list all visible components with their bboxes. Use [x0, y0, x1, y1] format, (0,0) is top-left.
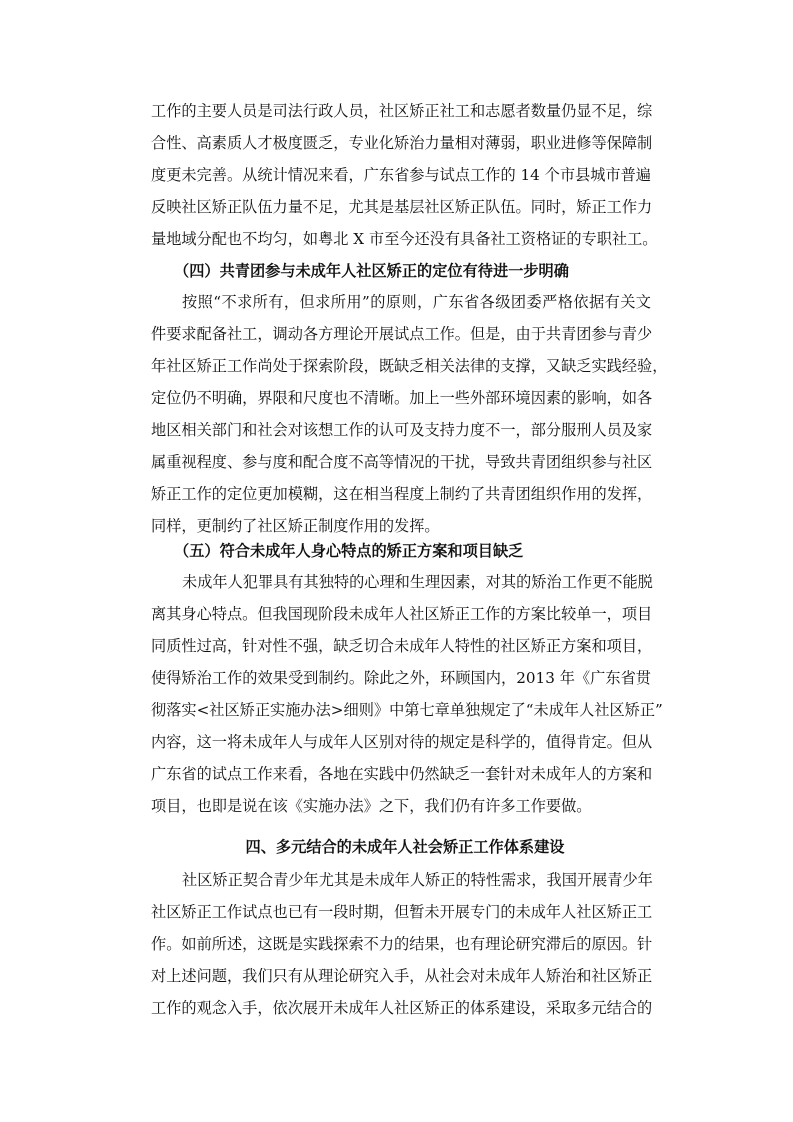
text-line: 按照“不求所有，但求所用”的原则，广东省各级团委严格依据有关文 [182, 293, 651, 311]
subsection-heading-5 [151, 535, 651, 567]
paragraph-youth-league [151, 286, 668, 542]
text-line: 同质性过高，针对性不强，缺乏切合未成年人特性的社区矫正方案和项目， [151, 637, 653, 655]
text-line: 广东省的试点工作来看，各地在实践中仍然缺乏一套针对未成年人的方案和 [151, 765, 653, 783]
text-line: 内容，这一将未成年人与成年人区别对待的规定是科学的，值得肯定。但从 [151, 733, 653, 751]
text-line: 对上述问题，我们只有从理论研究入手，从社会对未成年人矫治和社区矫正 [151, 967, 653, 985]
text-line: 使得矫治工作的效果受到制约。除此之外，环顾国内，2013 年《广东省贯 [151, 669, 651, 687]
section-title-text: 四、多元结合的未成年人社会矫正工作体系建设 [245, 838, 565, 856]
text-line: 年社区矫正工作尚处于探索阶段，既缺乏相关法律的支撑，又缺乏实践经验， [151, 357, 668, 375]
text-line: 地区相关部门和社会对该想工作的认可及支持力度不一，部分服刑人员及家 [151, 421, 653, 439]
text-line: 工作的主要人员是司法行政人员，社区矫正社工和志愿者数量仍显不足，综 [151, 102, 653, 120]
heading-text: （五）符合未成年人身心特点的矫正方案和项目缺乏 [174, 542, 524, 560]
text-line: 社区矫正契合青少年尤其是未成年人矫正的特性需求，我国开展青少年 [182, 871, 653, 889]
text-line: 定位仍不明确，界限和尺度也不清晰。加上一些外部环境因素的影响，如各 [151, 389, 653, 407]
heading-text: （四）共青团参与未成年人社区矫正的定位有待进一步明确 [174, 262, 569, 280]
text-line: 同样，更制约了社区矫正制度作用的发挥。 [151, 517, 440, 535]
paragraph-correction-plans [151, 566, 663, 822]
paragraph-continuation [151, 95, 658, 255]
text-line: 工作的观念入手，依次展开未成年人社区矫正的体系建设，采取多元结合的 [151, 999, 653, 1017]
subsection-heading-4 [151, 255, 651, 287]
section-title-4 [151, 831, 651, 863]
text-line: 离其身心特点。但我国现阶段未成年人社区矫正工作的方案比较单一，项目 [151, 605, 653, 623]
text-line: 作。如前所述，这既是实践探索不力的结果，也有理论研究滞后的原因。针 [151, 935, 653, 953]
text-line: 度更未完善。从统计情况来看，广东省参与试点工作的 14 个市县城市普遍 [151, 166, 651, 184]
text-line: 社区矫正工作试点也已有一段时期，但暂未开展专门的未成年人社区矫正工 [151, 903, 653, 921]
text-line: 未成年人犯罪具有其独特的心理和生理因素，对其的矫治工作更不能脱 [182, 573, 653, 591]
paragraph-system-building [151, 864, 651, 1024]
text-line: 属重视程度、参与度和配合度不高等情况的干扰，导致共青团组织参与社区 [151, 453, 653, 471]
text-line: 合性、高素质人才极度匮乏，专业化矫治力量相对薄弱，职业进修等保障制 [151, 134, 653, 152]
text-line: 量地域分配也不均匀，如粤北 X 市至今还没有具备社工资格证的专职社工。 [151, 230, 658, 248]
text-line: 彻落实<社区矫正实施办法>细则》中第七章单独规定了“未成年人社区矫正” [151, 701, 663, 719]
text-line: 件要求配备社工，调动各方理论开展试点工作。但是，由于共青团参与青少 [151, 325, 653, 343]
text-line: 矫正工作的定位更加模糊，这在相当程度上制约了共青团组织作用的发挥， [151, 485, 653, 503]
text-line: 反映社区矫正队伍力量不足，尤其是基层社区矫正队伍。同时，矫正工作力 [151, 198, 653, 216]
text-line: 项目，也即是说在该《实施办法》之下，我们仍有许多工作要做。 [151, 797, 592, 815]
